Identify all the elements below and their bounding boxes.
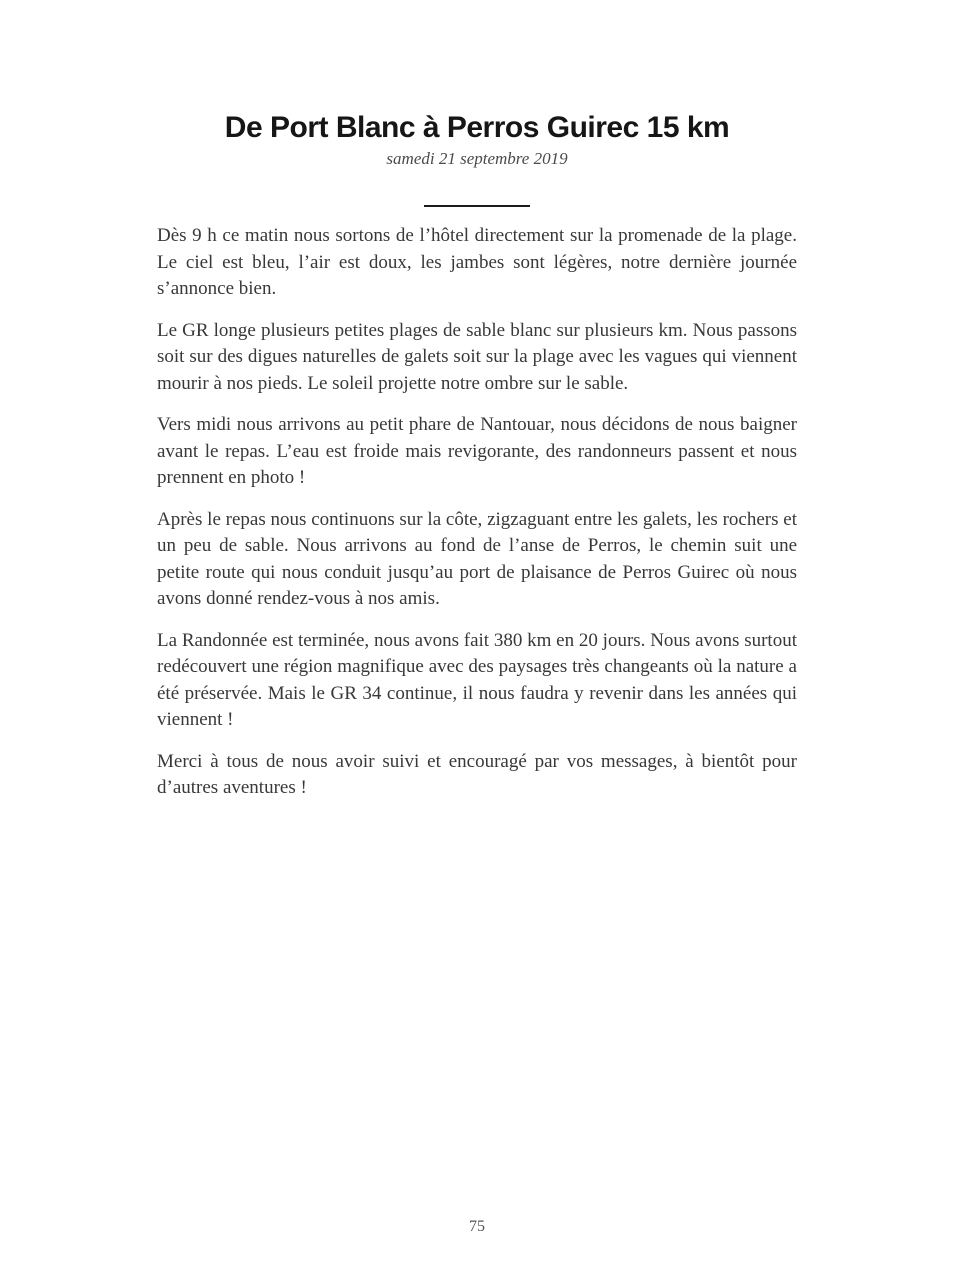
paragraph-5: La Randonnée est terminée, nous avons fait 380 km en 20 jours. Nous avons surtout redécouvert une région magnifique avec des paysages très changeants où la nature a été préservée. Mais le GR 34 continue, il nous faudra y revenir dans les années qui viennent ! <box>157 629 797 730</box>
paragraph-6: Merci à tous de nous avoir suivi et encouragé par vos messages, à bientôt pour d’autres aventures ! <box>157 750 797 798</box>
section-divider <box>424 205 530 207</box>
page-title: De Port Blanc à Perros Guirec 15 km <box>224 111 730 144</box>
paragraph-4: Après le repas nous continuons sur la côte, zigzaguant entre les galets, les rochers et un peu de sable. Nous arrivons au fond de l’anse de Perros, le chemin suit une petite route qui nous conduit jusqu’au port de plaisance de Perros Guirec où nous avons donné rendez-vous à nos amis. <box>157 508 797 609</box>
page-subtitle: samedi 21 septembre 2019 <box>386 149 568 168</box>
paragraph-3: Vers midi nous arrivons au petit phare de Nantouar, nous décidons de nous baigner avant le repas. L’eau est froide mais revigorante, des randonneurs passent et nous prennent en photo ! <box>157 414 797 488</box>
page-number: 75 <box>469 1218 485 1235</box>
paragraph-1: Dès 9 h ce matin nous sortons de l’hôtel directement sur la promenade de la plage. Le ciel est bleu, l’air est doux, les jambes sont légères, notre dernière journée s’annonce bien. <box>157 225 797 299</box>
page-content <box>157 0 797 802</box>
paragraph-2: Le GR longe plusieurs petites plages de sable blanc sur plusieurs km. Nous passons soit sur des digues naturelles de galets soit sur la plage avec les vagues qui viennent mourir à nos pieds. Le soleil projette notre ombre sur le sable. <box>157 319 797 394</box>
